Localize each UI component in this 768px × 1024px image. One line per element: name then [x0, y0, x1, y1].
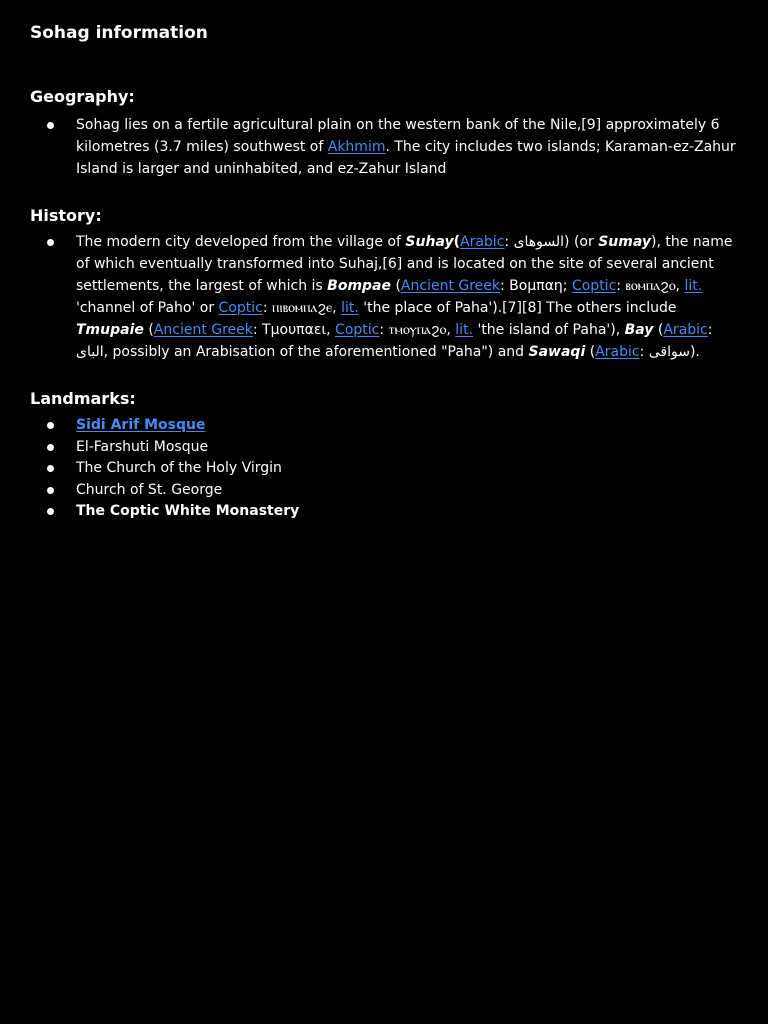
arabic-link[interactable]: Arabic	[663, 322, 708, 338]
list-item	[30, 458, 738, 480]
history-item	[30, 231, 738, 363]
history-text: , possibly an Arabisation of the aforementioned "Paha") and	[103, 344, 529, 360]
bay-term: Bay	[624, 322, 654, 338]
history-text: : ⲧⲙⲟⲩⲡⲁϩⲟ,	[379, 322, 456, 338]
ancient-greek-link[interactable]: Ancient Greek	[400, 278, 501, 294]
geography-item	[30, 114, 738, 180]
bullet-icon	[47, 239, 54, 246]
history-text: (	[391, 278, 401, 294]
arabic-link[interactable]: Arabic	[595, 344, 640, 360]
list-item	[30, 437, 738, 459]
landmark-label: The Coptic White Monastery	[76, 503, 300, 520]
history-text: (	[585, 344, 596, 360]
geography-text-2: . The city includes two islands; Karaman-ez-Zahur Island is larger and uninhabited, and ez-Zahur Island	[76, 139, 736, 177]
landmarks-section	[30, 388, 738, 523]
history-text: ).	[689, 344, 700, 360]
arabic-name: الباى	[76, 344, 104, 360]
landmarks-list	[30, 415, 738, 523]
history-text: 'the place of Paha').[7][8] The others include	[358, 300, 677, 316]
coptic-link[interactable]: Coptic	[571, 278, 617, 294]
history-heading: History:	[30, 206, 102, 225]
bullet-icon	[47, 487, 54, 494]
geography-list	[30, 114, 738, 180]
lit-link[interactable]: lit.	[341, 300, 359, 316]
history-text: : Βομπαη;	[500, 278, 572, 294]
history-section	[30, 205, 738, 363]
geography-heading: Geography:	[30, 87, 135, 106]
history-text: (	[653, 322, 664, 338]
landmarks-heading: Landmarks:	[30, 389, 136, 408]
geography-text-1: Sohag lies on a fertile agricultural plain on the western bank of the Nile,[9] approximately 6 kilometres (3.7 miles) southwest of	[76, 117, 720, 155]
history-text: (	[453, 234, 460, 250]
bullet-icon	[47, 465, 54, 472]
arabic-name: سواقى	[648, 344, 690, 360]
list-item	[30, 415, 738, 437]
history-text: :	[504, 234, 514, 250]
arabic-name: السوهاى	[513, 234, 565, 250]
akhmim-link[interactable]: Akhmim	[327, 139, 386, 155]
lit-link[interactable]: lit.	[455, 322, 474, 338]
bullet-icon	[47, 422, 54, 429]
history-text: ) (or	[564, 234, 599, 250]
geography-section	[30, 86, 738, 180]
landmark-label: Church of St. George	[76, 481, 223, 498]
sawaqi-term: Sawaqi	[528, 344, 586, 360]
history-text: ), the name of which eventually transformed into Suhaj,[6] and is located on the site of several ancient settlements, the largest of which is	[76, 234, 733, 294]
arabic-link[interactable]: Arabic	[460, 234, 505, 250]
landmark-label: The Church of the Holy Virgin	[76, 460, 282, 477]
landmark-label: El-Farshuti Mosque	[76, 438, 209, 455]
history-text: : Τμουπαει,	[252, 322, 336, 338]
sumay-term: Sumay	[598, 234, 651, 250]
history-text: 'channel of Paho' or	[76, 300, 219, 316]
bompae-term: Bompae	[327, 278, 391, 294]
list-item	[30, 501, 738, 523]
lit-link[interactable]: lit.	[684, 278, 703, 294]
history-text: : ⲃⲟⲙⲡⲁϩⲟ,	[616, 278, 685, 294]
suhay-term: Suhay	[405, 234, 454, 250]
coptic-link[interactable]: Coptic	[218, 300, 263, 316]
history-text: : ⲡⲓⲃⲟⲙⲡⲁϩⲉ,	[262, 300, 342, 316]
bullet-icon	[47, 508, 54, 515]
coptic-link[interactable]: Coptic	[335, 322, 380, 338]
history-text: (	[143, 322, 154, 338]
history-text: 'the island of Paha'),	[473, 322, 625, 338]
bullet-icon	[47, 122, 54, 129]
tmupaie-term: Tmupaie	[76, 322, 144, 338]
history-text: The modern city developed from the village of	[76, 234, 406, 250]
sidi-arif-mosque-link[interactable]: Sidi Arif Mosque	[76, 417, 206, 433]
history-text: :	[707, 322, 713, 338]
page-title: Sohag information	[30, 23, 208, 43]
document	[30, 22, 738, 523]
ancient-greek-link[interactable]: Ancient Greek	[153, 322, 253, 338]
history-list	[30, 231, 738, 363]
history-text: :	[639, 344, 649, 360]
bullet-icon	[47, 444, 54, 451]
list-item	[30, 480, 738, 502]
